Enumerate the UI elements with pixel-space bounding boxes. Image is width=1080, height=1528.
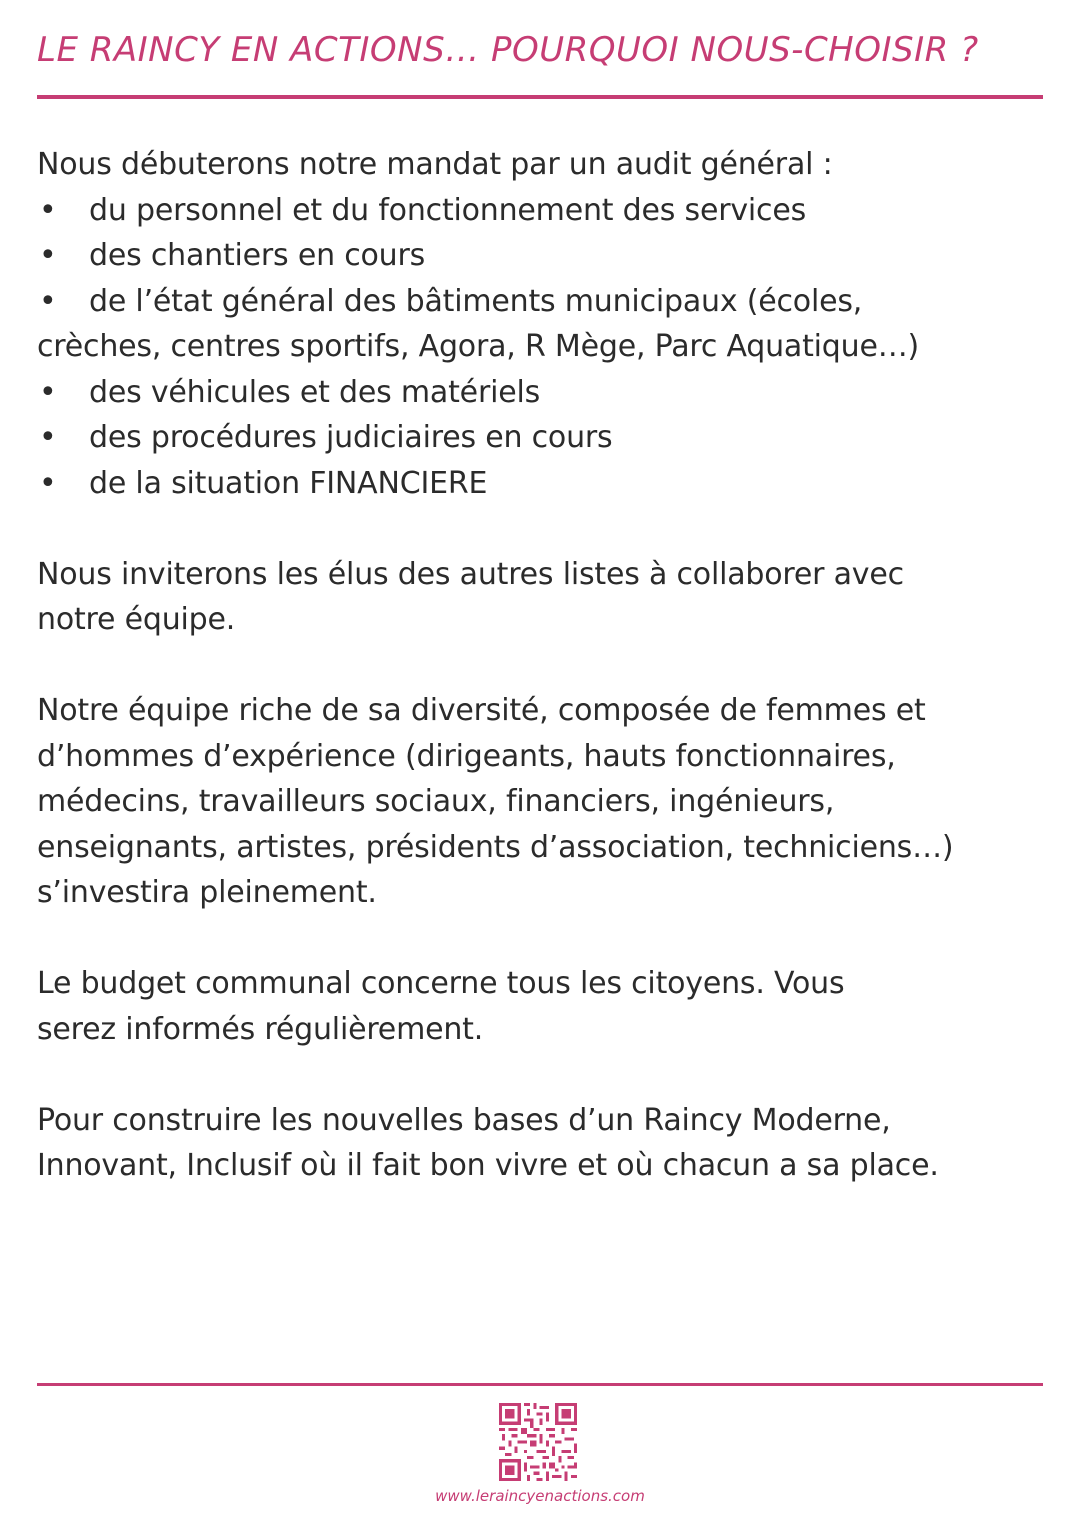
list-item — [37, 370, 1047, 416]
list-item-text: des véhicules et des matériels — [89, 374, 541, 410]
collaboration-paragraph — [37, 552, 1047, 643]
paragraph-line: Pour construire les nouvelles bases d’un Raincy Moderne, — [37, 1102, 891, 1138]
list-item-text: des procédures judiciaires en cours — [89, 420, 613, 455]
list-item-text: de la situation FINANCIERE — [89, 465, 488, 501]
list-item — [37, 188, 1047, 234]
bullet-icon: • — [39, 420, 57, 455]
list-item — [37, 461, 1047, 507]
paragraph-line: Innovant, Inclusif où il fait bon vivre et où chacun a sa place. — [37, 1148, 939, 1183]
paragraph-line: médecins, travailleurs sociaux, financiers, ingénieurs, — [37, 784, 835, 819]
list-item-text: du personnel et du fonctionnement des services — [89, 192, 807, 228]
list-item-text: de l’état général des bâtiments municipaux (écoles, — [89, 283, 863, 319]
qr-code-icon[interactable] — [499, 1403, 577, 1481]
paragraph-line: Notre équipe riche de sa diversité, composée de femmes et — [37, 693, 926, 728]
paragraph-line: d’hommes d’expérience (dirigeants, hauts fonctionnaires, — [37, 738, 896, 774]
list-item — [37, 279, 1047, 325]
paragraph-line: Nous inviterons les élus des autres listes à collaborer avec — [37, 556, 904, 592]
page-title: LE RAINCY EN ACTIONS… POURQUOI NOUS-CHOISIR ? — [37, 30, 979, 70]
list-item-text: des chantiers en cours — [89, 238, 426, 273]
main-content — [37, 142, 1047, 1189]
list-item — [37, 415, 1047, 461]
paragraph-line: notre équipe. — [37, 602, 236, 637]
list-item-continuation: crèches, centres sportifs, Agora, R Mège, Parc Aquatique…) — [37, 329, 920, 364]
audit-intro: Nous débuterons notre mandat par un audit général : — [37, 147, 833, 182]
paragraph-line: Le budget communal concerne tous les citoyens. Vous — [37, 966, 845, 1001]
title-divider — [37, 95, 1043, 99]
footer-divider — [37, 1383, 1043, 1386]
paragraph-line: s’investira pleinement. — [37, 875, 377, 910]
paragraph-line: serez informés régulièrement. — [37, 1011, 484, 1047]
paragraph-line: enseignants, artistes, présidents d’association, techniciens…) — [37, 829, 954, 865]
bullet-icon: • — [39, 465, 57, 501]
team-paragraph — [37, 688, 1047, 916]
bullet-icon: • — [39, 283, 57, 319]
bullet-icon: • — [39, 238, 57, 273]
bullet-icon: • — [39, 374, 57, 410]
budget-paragraph — [37, 961, 1047, 1052]
closing-paragraph — [37, 1098, 1047, 1189]
bullet-icon: • — [39, 192, 57, 228]
list-item — [37, 233, 1047, 279]
website-link[interactable]: www.leraincyenactions.com — [435, 1487, 645, 1505]
